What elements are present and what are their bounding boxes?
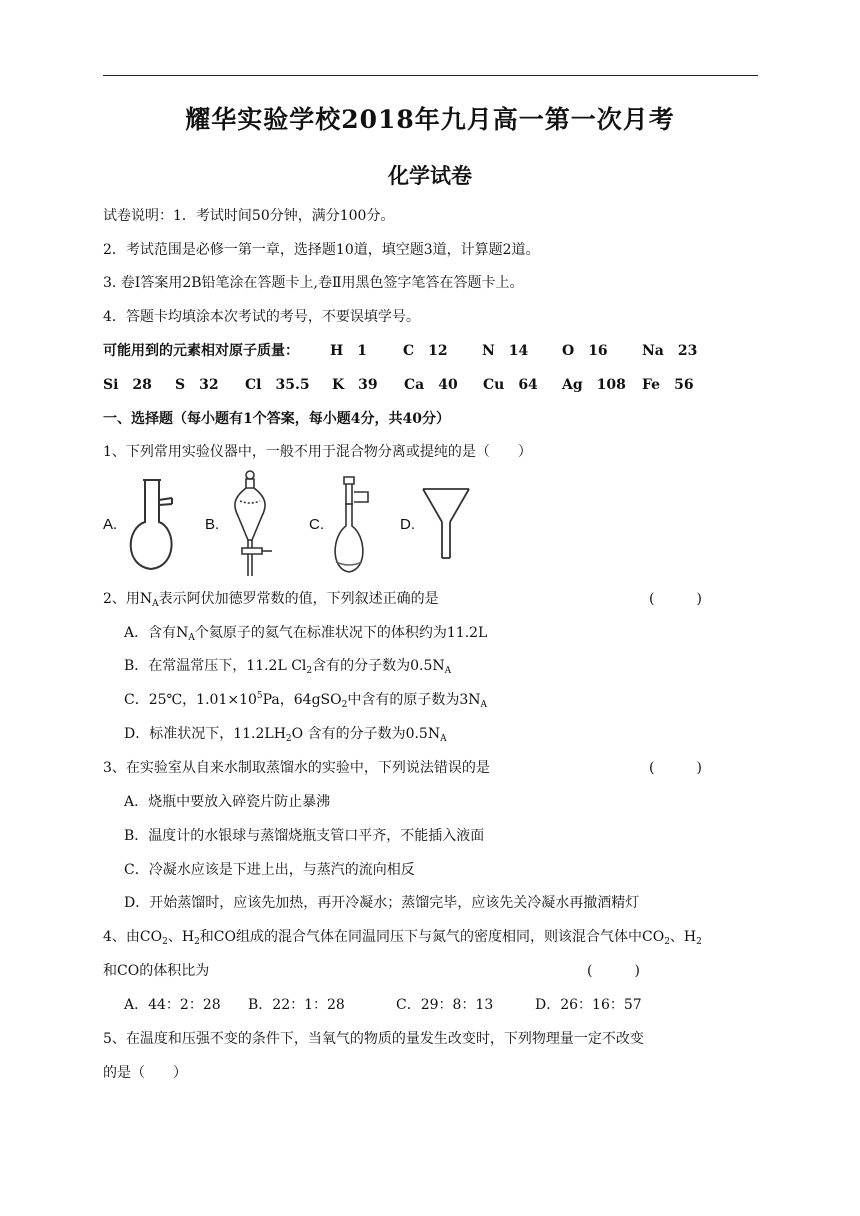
instruction-4: 4．答题卡均填涂本次考试的考号，不要误填学号。 xyxy=(103,309,420,325)
q3-stem: 3、在实验室从自来水制取蒸馏水的实验中，下列说法错误的是 xyxy=(103,760,490,776)
funnel-icon xyxy=(420,486,472,562)
q1-label-a: A. xyxy=(103,516,118,533)
instruction-1: 试卷说明：1．考试时间50分钟，满分100分。 xyxy=(103,208,395,224)
q3-option-d: D．开始蒸馏时，应该先加热，再开冷凝水；蒸馏完毕，应该先关冷凝水再撤酒精灯 xyxy=(124,895,640,911)
q1-label-b: B. xyxy=(205,516,220,533)
header-rule xyxy=(103,75,758,76)
q3-option-a: A．烧瓶中要放入碎瓷片防止暴沸 xyxy=(124,794,331,810)
q1-label-c: C. xyxy=(309,516,324,533)
section-heading: 一、选择题（每小题有1个答案，每小题4分，共40分） xyxy=(103,411,450,427)
mass-cu: Cu 64 xyxy=(483,377,538,393)
q4-stem-line2: 和CO的体积比为 xyxy=(103,963,210,979)
mass-si: Si 28 xyxy=(103,377,152,393)
q2-option-d: D．标准状况下，$11.2LH_2O$ 含有的分子数为$0.5N_A$ xyxy=(124,726,447,744)
mass-o: O 16 xyxy=(562,343,608,359)
q3-answer-bracket: ( ) xyxy=(649,760,702,776)
q4-answer-bracket: ( ) xyxy=(587,963,640,979)
q2-answer-bracket: ( ) xyxy=(649,591,702,607)
instruction-2: 2．考试范围是必修一第一章，选择题10道，填空题3道，计算题2道。 xyxy=(103,242,540,258)
masses-label: 可能用到的元素相对原子质量： xyxy=(103,343,299,359)
mass-na: Na 23 xyxy=(642,343,698,359)
q4-stem-line1: 4、由$CO_2$、$H_2$和CO组成的混合气体在同温同压下与氮气的密度相同，则该混合气体中$CO_2$、$H_2$ xyxy=(103,929,702,947)
separatory-funnel-icon xyxy=(228,468,283,580)
distillation-flask-icon xyxy=(118,478,188,573)
mass-n: N 14 xyxy=(482,343,529,359)
mass-h: H 1 xyxy=(330,343,367,359)
exam-title: 耀华实验学校2018年九月高一第一次月考 xyxy=(185,105,675,134)
instruction-3: 3. 卷Ⅰ答案用2B铅笔涂在答题卡上,卷Ⅱ用黑色签字笔答在答题卡上。 xyxy=(103,275,524,291)
q3-option-b: B．温度计的水银球与蒸馏烧瓶支管口平齐，不能插入液面 xyxy=(124,828,485,844)
q2-option-b: B．在常温常压下，11.2L $Cl_2$含有的分子数为$0.5N_A$ xyxy=(124,658,452,676)
q3-option-c: C．冷凝水应该是下进上出，与蒸汽的流向相反 xyxy=(124,862,415,878)
q4-option-a: A．44：2：28 xyxy=(124,997,221,1013)
q1-label-d: D. xyxy=(400,516,415,533)
mass-s: S 32 xyxy=(175,377,219,393)
q4-option-c: C．29：8：13 xyxy=(396,997,494,1013)
q2-stem: 2、用$N_A$表示阿伏加德罗常数的值，下列叙述正确的是 xyxy=(103,591,439,609)
mass-k: K 39 xyxy=(332,377,378,393)
exam-subtitle: 化学试卷 xyxy=(388,163,472,188)
mass-ca: Ca 40 xyxy=(404,377,458,393)
mass-ag: Ag 108 xyxy=(562,377,626,393)
volumetric-flask-icon xyxy=(328,474,378,578)
mass-c: C 12 xyxy=(403,343,448,359)
q4-option-b: B．22：1：28 xyxy=(248,997,345,1013)
q5-stem-line2: 的是（ ） xyxy=(103,1065,187,1081)
q2-option-a: A．含有$N_A$个氦原子的氦气在标准状况下的体积约为11.2L xyxy=(124,625,488,643)
q5-stem-line1: 5、在温度和压强不变的条件下，当氧气的物质的量发生改变时，下列物理量一定不改变 xyxy=(103,1031,644,1047)
mass-cl: Cl 35.5 xyxy=(245,377,310,393)
q1-stem: 1、下列常用实验仪器中，一般不用于混合物分离或提纯的是（ ） xyxy=(103,444,532,460)
mass-fe: Fe 56 xyxy=(642,377,694,393)
q2-option-c: C．25℃，$1.01\times 10^5Pa$，64gSO$_2$中含有的原子数为$3N_A$ xyxy=(124,691,488,710)
q4-option-d: D．26：16：57 xyxy=(535,997,642,1013)
